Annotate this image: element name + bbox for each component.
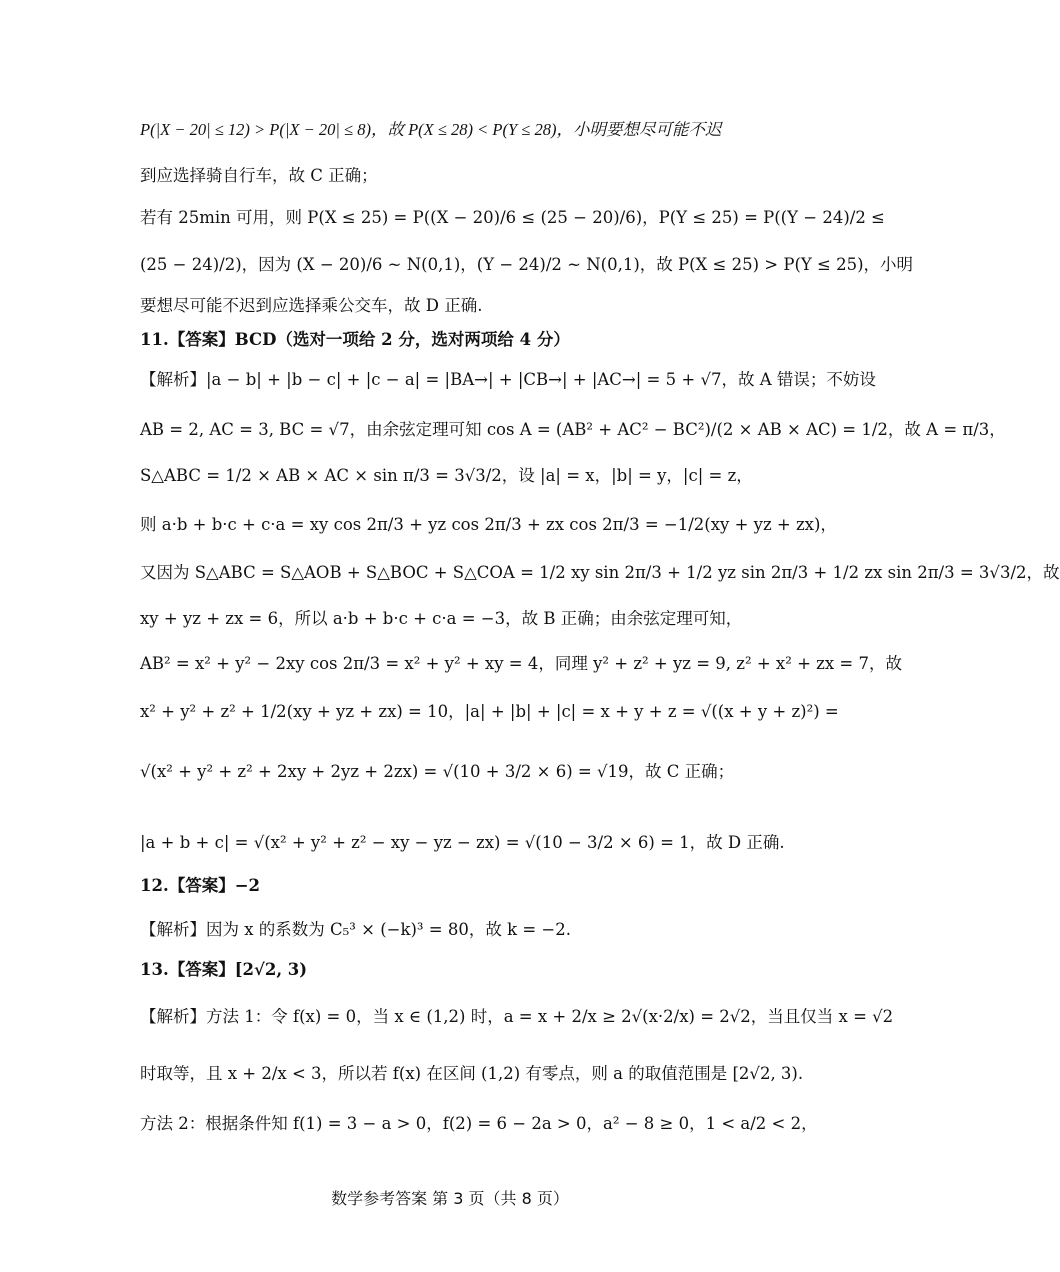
text-line-2: 到应选择骑自行车，故 C 正确； [140, 166, 378, 185]
page-footer: 数学参考答案 第 3 页（共 8 页） [331, 1189, 569, 1208]
text-line-16: |a + b + c| = √(x² + y² + z² − xy − yz − zx) = √(10 − 3/2 × 6) = 1，故 D 正确. [140, 833, 785, 852]
text-line-22: 方法 2：根据条件知 f(1) = 3 − a > 0，f(2) = 6 − 2a > 0，a² − 8 ≥ 0，1 < a/2 < 2， [140, 1114, 818, 1133]
answer-13-heading: 13.【答案】[2√2, 3) [140, 960, 308, 979]
text-line-4: (25 − 24)/2)，因为 (X − 20)/6 ~ N(0,1)，(Y − 24)/2 ~ N(0,1)，故 P(X ≤ 25) > P(Y ≤ 25)，小明 [140, 255, 914, 274]
text-line-11: 又因为 S△ABC = S△AOB + S△BOC + S△COA = 1/2 xy sin 2π/3 + 1/2 yz sin 2π/3 + 1/2 zx sin 2π/3 = 3√3/2，故 [140, 563, 1060, 582]
text-line-18: 【解析】因为 x 的系数为 C₅³ × (−k)³ = 80，故 k = −2. [140, 920, 571, 939]
answer-11-heading: 11.【答案】BCD（选对一项给 2 分，选对两项给 4 分） [140, 330, 570, 349]
text-line-7: 【解析】|a − b| + |b − c| + |c − a| = |BA→| + |CB→| + |AC→| = 5 + √7，故 A 错误；不妨设 [140, 370, 876, 389]
text-line-12: xy + yz + zx = 6，所以 a·b + b·c + c·a = −3，故 B 正确；由余弦定理可知， [140, 609, 743, 628]
text-line-8: AB = 2, AC = 3, BC = √7，由余弦定理可知 cos A = (AB² + AC² − BC²)/(2 × AB × AC) = 1/2，故 A = π/3， [140, 420, 1006, 439]
text-line-20: 【解析】方法 1：令 f(x) = 0，当 x ∈ (1,2) 时，a = x + 2/x ≥ 2√(x·2/x) = 2√2，当且仅当 x = √2 [140, 1007, 894, 1026]
text-line-15: √(x² + y² + z² + 2xy + 2yz + 2zx) = √(10 + 3/2 × 6) = √19，故 C 正确； [140, 762, 735, 781]
text-line-10: 则 a·b + b·c + c·a = xy cos 2π/3 + yz cos 2π/3 + zx cos 2π/3 = −1/2(xy + yz + zx)， [140, 515, 837, 534]
text-line-9: S△ABC = 1/2 × AB × AC × sin π/3 = 3√3/2，设 |a| = x，|b| = y，|c| = z， [140, 466, 753, 485]
text-line-1: P(|X − 20| ≤ 12) > P(|X − 20| ≤ 8)，故 P(X ≤ 28) < P(Y ≤ 28)，小明要想尽可能不迟 [140, 120, 722, 139]
text-line-13: AB² = x² + y² − 2xy cos 2π/3 = x² + y² + xy = 4，同理 y² + z² + yz = 9, z² + x² + zx = 7，故 [140, 654, 902, 673]
text-line-21: 时取等，且 x + 2/x < 3，所以若 f(x) 在区间 (1,2) 有零点，则 a 的取值范围是 [2√2, 3). [140, 1064, 804, 1083]
text-line-14: x² + y² + z² + 1/2(xy + yz + zx) = 10，|a| + |b| + |c| = x + y + z = √((x + y + z)²) = [140, 702, 839, 721]
answer-12-heading: 12.【答案】−2 [140, 876, 261, 895]
text-line-5: 要想尽可能不迟到应选择乘公交车，故 D 正确. [140, 296, 483, 315]
text-line-3: 若有 25min 可用，则 P(X ≤ 25) = P((X − 20)/6 ≤ (25 − 20)/6)，P(Y ≤ 25) = P((Y − 24)/2 ≤ [140, 208, 885, 227]
